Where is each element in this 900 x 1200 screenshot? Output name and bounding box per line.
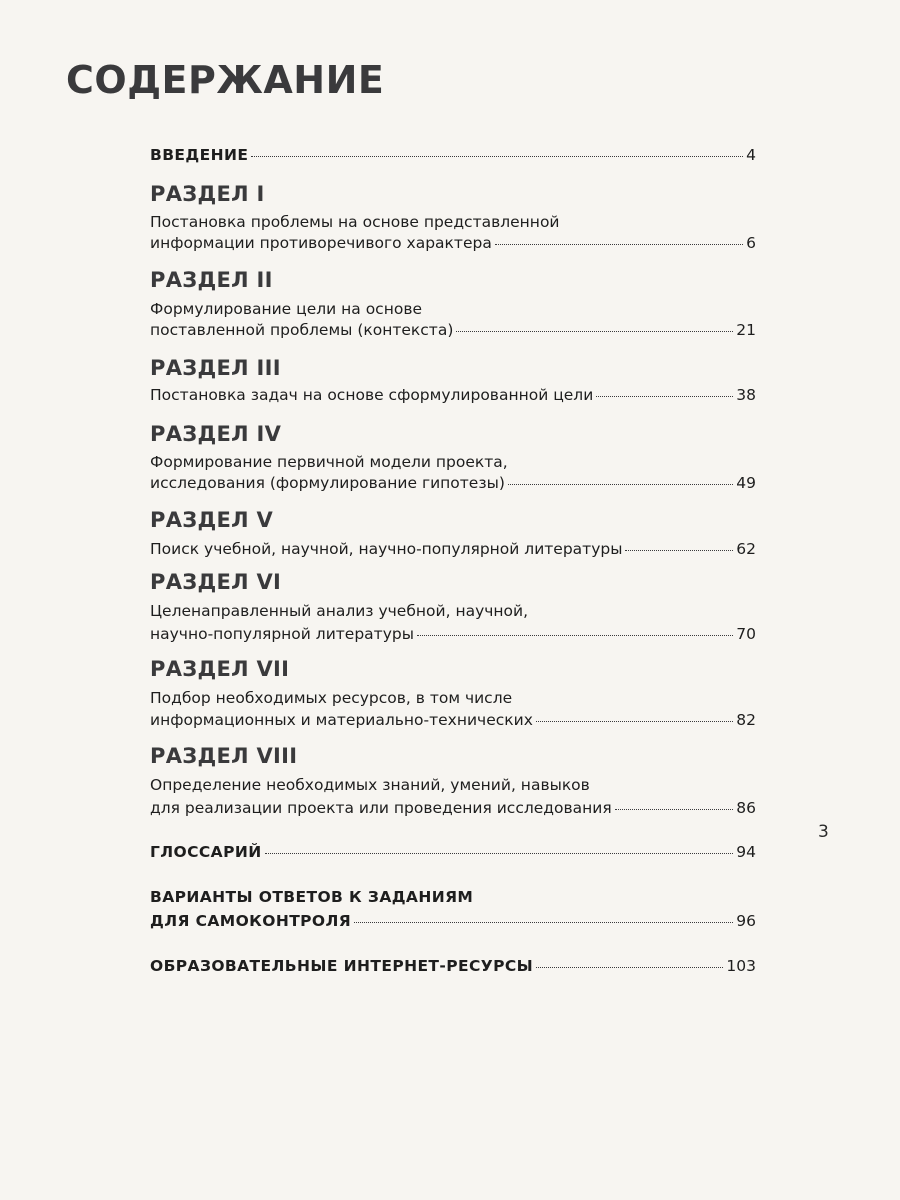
toc-entry-resources[interactable] — [150, 956, 756, 976]
section-heading: РАЗДЕЛ III — [150, 356, 281, 380]
section-heading: РАЗДЕЛ VI — [150, 570, 282, 594]
toc-entry-section-2[interactable] — [150, 320, 756, 340]
dot-leader — [417, 635, 733, 636]
section-heading: РАЗДЕЛ VII — [150, 657, 290, 681]
toc-page-number: 70 — [736, 625, 756, 643]
toc-entry-section-1[interactable] — [150, 233, 756, 253]
toc-entry-glossary[interactable] — [150, 842, 756, 862]
toc-entry-line: Определение необходимых знаний, умений, навыков — [150, 776, 590, 794]
toc-entry-section-8[interactable] — [150, 798, 756, 818]
toc-entry-label: ОБРАЗОВАТЕЛЬНЫЕ ИНТЕРНЕТ-РЕСУРСЫ — [150, 957, 534, 975]
section-heading: РАЗДЕЛ II — [150, 268, 273, 292]
dot-leader — [354, 922, 733, 923]
toc-entry-label: ДЛЯ САМОКОНТРОЛЯ — [150, 912, 352, 930]
toc-entry-line: Подбор необходимых ресурсов, в том числе — [150, 689, 513, 707]
toc-entry-section-6[interactable] — [150, 624, 756, 644]
toc-page-number: 62 — [736, 540, 756, 558]
toc-page-number: 103 — [726, 957, 756, 975]
section-heading: РАЗДЕЛ VIII — [150, 744, 298, 768]
dot-leader — [596, 396, 733, 397]
toc-entry-line: Целенаправленный анализ учебной, научной, — [150, 602, 529, 620]
toc-entry-label: информационных и материально-технических — [150, 711, 533, 729]
toc-entry-label: ВВЕДЕНИЕ — [150, 146, 249, 164]
toc-page-number: 86 — [736, 799, 756, 817]
page-title: СОДЕРЖАНИЕ — [66, 58, 385, 102]
toc-entry-label: поставленной проблемы (контекста) — [150, 321, 454, 339]
toc-entry-label: ГЛОССАРИЙ — [150, 843, 262, 861]
toc-page-number: 96 — [736, 912, 756, 930]
toc-entry-label: Постановка задач на основе сформулированной цели — [150, 386, 594, 404]
dot-leader — [615, 809, 734, 810]
toc-page-number: 94 — [736, 843, 756, 861]
dot-leader — [536, 967, 723, 968]
toc-entry-label: Поиск учебной, научной, научно-популярной литературы — [150, 540, 623, 558]
dot-leader — [265, 853, 734, 854]
toc-entry-section-7[interactable] — [150, 710, 756, 730]
dot-leader — [508, 484, 733, 485]
toc-page-number: 49 — [736, 474, 756, 492]
toc-page-number: 21 — [736, 321, 756, 339]
dot-leader — [536, 721, 733, 722]
toc-entry-section-4[interactable] — [150, 473, 756, 493]
toc-entry-line: Постановка проблемы на основе представленной — [150, 213, 560, 231]
toc-page-number: 6 — [746, 234, 756, 252]
toc-entry-intro[interactable] — [150, 145, 756, 165]
toc-page-number: 38 — [736, 386, 756, 404]
toc-entry-label: для реализации проекта или проведения исследования — [150, 799, 612, 817]
section-heading: РАЗДЕЛ IV — [150, 422, 282, 446]
toc-entry-line: Формулирование цели на основе — [150, 300, 422, 318]
toc-entry-answers[interactable] — [150, 911, 756, 931]
dot-leader — [625, 550, 733, 551]
toc-entry-label: исследования (формулирование гипотезы) — [150, 474, 505, 492]
toc-entry-line: ВАРИАНТЫ ОТВЕТОВ К ЗАДАНИЯМ — [150, 888, 474, 906]
toc-page-number: 4 — [746, 146, 756, 164]
toc-entry-section-5[interactable] — [150, 539, 756, 559]
dot-leader — [495, 244, 743, 245]
toc-page-number: 82 — [736, 711, 756, 729]
toc-entry-section-3[interactable] — [150, 385, 756, 405]
toc-entry-label: научно-популярной литературы — [150, 625, 414, 643]
section-heading: РАЗДЕЛ I — [150, 182, 265, 206]
dot-leader — [456, 331, 733, 332]
section-heading: РАЗДЕЛ V — [150, 508, 274, 532]
page-number: 3 — [818, 822, 829, 842]
toc-entry-label: информации противоречивого характера — [150, 234, 492, 252]
dot-leader — [251, 156, 743, 157]
toc-entry-line: Формирование первичной модели проекта, — [150, 453, 508, 471]
